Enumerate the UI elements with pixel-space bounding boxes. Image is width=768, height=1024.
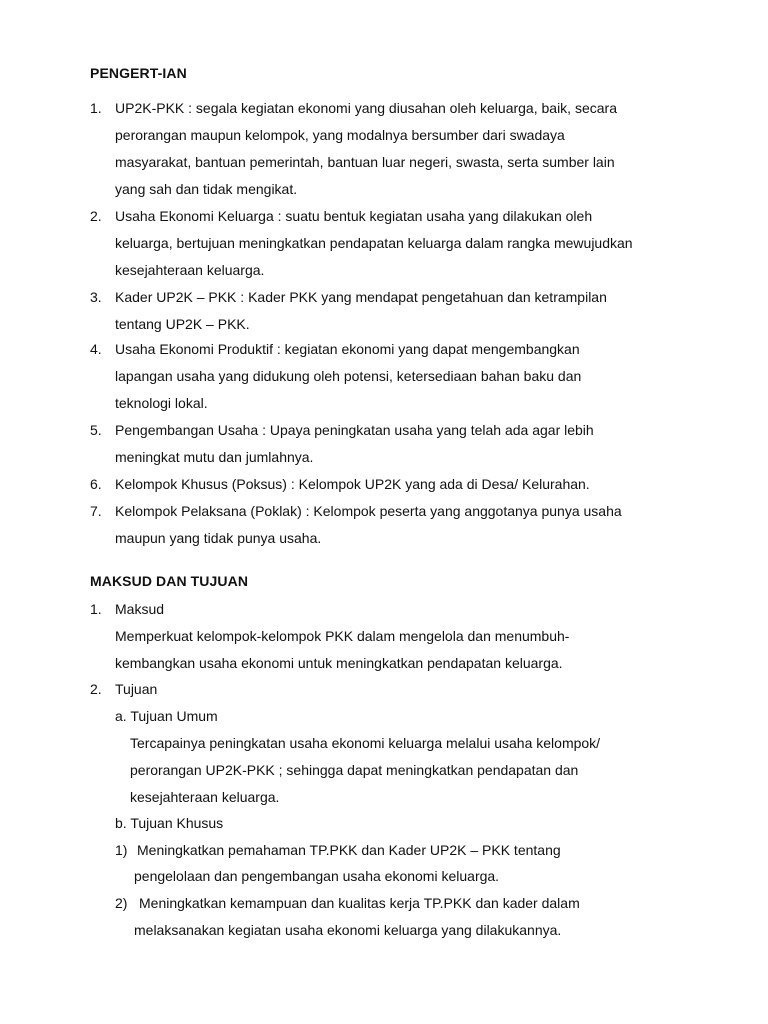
- item-line: UP2K-PKK : segala kegiatan ekonomi yang diusahan oleh keluarga, baik, secara: [115, 100, 617, 116]
- item-line: perorangan maupun kelompok, yang modalnya bersumber dari swadaya: [115, 127, 565, 143]
- tujuan-khusus-label: b. Tujuan Khusus: [115, 815, 224, 831]
- list-number: 1): [115, 842, 128, 858]
- tujuan-umum-line: perorangan UP2K-PKK ; sehingga dapat meningkatkan pendapatan dan: [130, 762, 579, 778]
- item-line: Usaha Ekonomi Keluarga : suatu bentuk kegiatan usaha yang dilakukan oleh: [115, 208, 593, 224]
- list-number: 7.: [90, 503, 102, 519]
- item-line: pengelolaan dan pengembangan usaha ekonomi keluarga.: [134, 868, 500, 884]
- list-number: 3.: [90, 289, 102, 305]
- item-line: lapangan usaha yang didukung oleh potensi, ketersediaan bahan baku dan: [115, 368, 582, 384]
- list-item: [90, 417, 690, 471]
- list-number: 5.: [90, 422, 102, 438]
- item-line: Pengembangan Usaha : Upaya peningkatan usaha yang telah ada agar lebih: [115, 422, 594, 438]
- list-number: 4.: [90, 341, 102, 357]
- item-line: maupun yang tidak punya usaha.: [115, 530, 322, 546]
- list-number: 1.: [90, 601, 102, 617]
- tujuan-umum-line: kesejahteraan keluarga.: [130, 789, 280, 805]
- list-number: 2.: [90, 681, 102, 697]
- item-line: keluarga, bertujuan meningkatkan pendapatan keluarga dalam rangka mewujudkan: [115, 235, 633, 251]
- list-item: [90, 95, 690, 203]
- item-label: Maksud: [115, 601, 165, 617]
- item-line: yang sah dan tidak mengikat.: [115, 181, 298, 197]
- list-item: [90, 203, 690, 284]
- section-title-maksud-tujuan: MAKSUD DAN TUJUAN: [90, 573, 249, 589]
- list-item: [90, 336, 690, 417]
- tujuan-umum-label: a. Tujuan Umum: [115, 708, 218, 724]
- item-line: Kelompok Pelaksana (Poklak) : Kelompok peserta yang anggotanya punya usaha: [115, 503, 622, 519]
- list-number: 2.: [90, 208, 102, 224]
- item-line: meningkat mutu dan jumlahnya.: [115, 449, 314, 465]
- item-line: kembangkan usaha ekonomi untuk meningkatkan pendapatan keluarga.: [115, 655, 563, 671]
- tujuan-umum-line: Tercapainya peningkatan usaha ekonomi keluarga melalui usaha kelompok/: [130, 735, 601, 751]
- item-line: Memperkuat kelompok-kelompok PKK dalam mengelola dan menumbuh-: [115, 628, 570, 644]
- list-item: [90, 284, 690, 338]
- item-line: Kelompok Khusus (Poksus) : Kelompok UP2K yang ada di Desa/ Kelurahan.: [115, 476, 590, 492]
- item-line: Usaha Ekonomi Produktif : kegiatan ekonomi yang dapat mengembangkan: [115, 341, 580, 357]
- list-item-tujuan: [90, 676, 690, 703]
- list-number: 6.: [90, 476, 102, 492]
- item-line: Kader UP2K – PKK : Kader PKK yang mendapat pengetahuan dan ketrampilan: [115, 289, 607, 305]
- item-label: Tujuan: [115, 681, 158, 697]
- list-number: 1.: [90, 100, 102, 116]
- item-line: tentang UP2K – PKK.: [115, 316, 250, 332]
- list-item: [90, 471, 690, 498]
- list-item-maksud: [90, 596, 690, 677]
- item-line: masyarakat, bantuan pemerintah, bantuan luar negeri, swasta, serta sumber lain: [115, 154, 615, 170]
- item-line: Meningkatkan kemampuan dan kualitas kerja TP.PKK dan kader dalam: [139, 895, 580, 911]
- item-line: Meningkatkan pemahaman TP.PKK dan Kader UP2K – PKK tentang: [137, 842, 561, 858]
- list-item: [90, 498, 690, 552]
- list-number: 2): [115, 895, 128, 911]
- section-title-pengertian: PENGERT-IAN: [90, 65, 187, 81]
- item-line: teknologi lokal.: [115, 395, 208, 411]
- item-line: kesejahteraan keluarga.: [115, 262, 265, 278]
- item-line: melaksanakan kegiatan usaha ekonomi keluarga yang dilakukannya.: [134, 922, 562, 938]
